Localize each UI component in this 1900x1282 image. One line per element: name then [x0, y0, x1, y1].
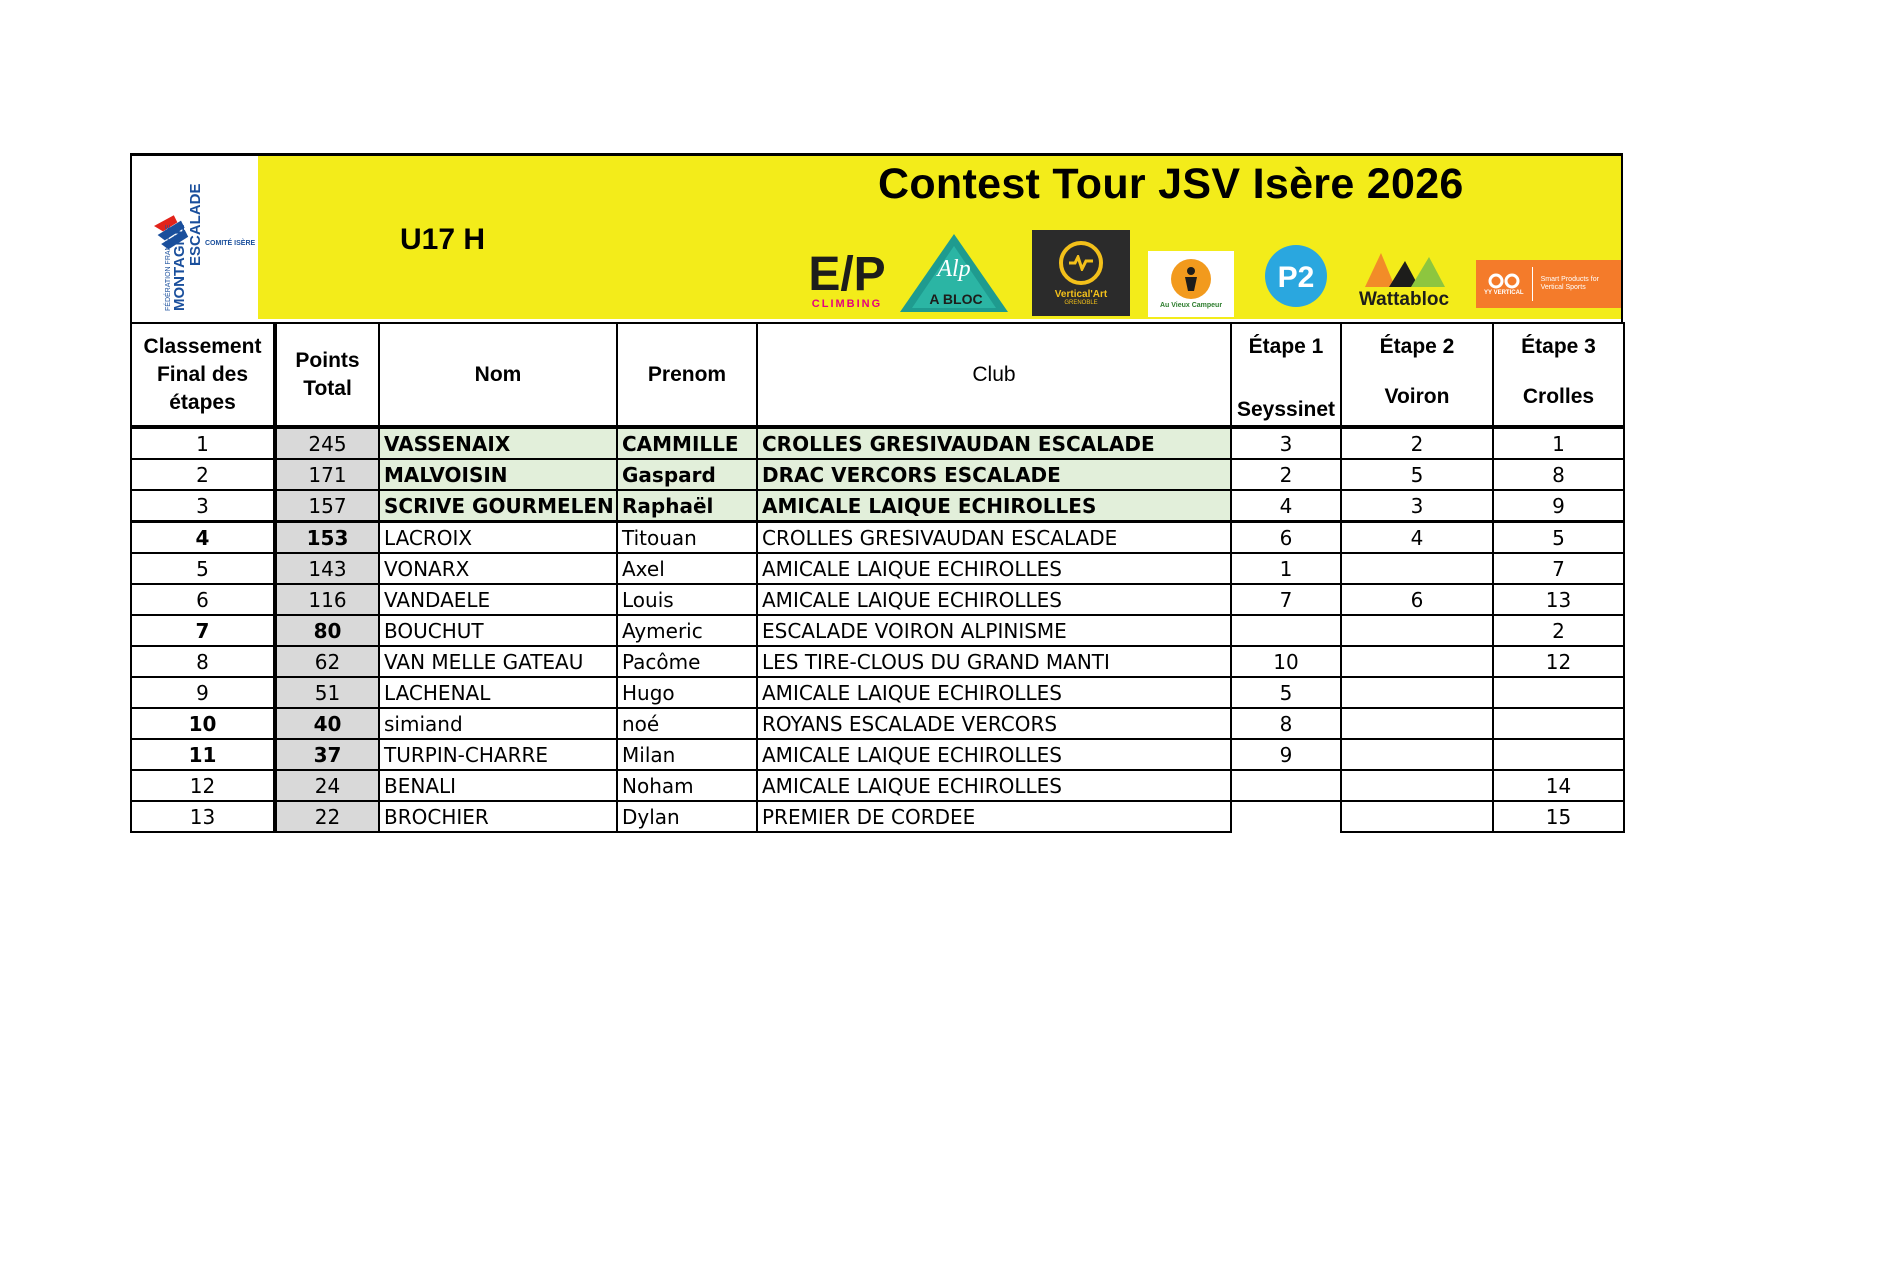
table-row	[131, 584, 1624, 615]
etape2-cell	[1341, 553, 1493, 584]
rank-cell: 6	[131, 584, 275, 615]
page-title: Contest Tour JSV Isère 2026	[878, 160, 1464, 208]
etape2-cell: 6	[1341, 584, 1493, 615]
etape1-cell: 5	[1231, 677, 1341, 708]
p2-logo	[1258, 241, 1334, 311]
etape2-cell: 3	[1341, 490, 1493, 522]
club-cell: AMICALE LAIQUE ECHIROLLES	[757, 770, 1231, 801]
etape3-cell: 12	[1493, 646, 1624, 677]
header-banner	[258, 156, 1621, 319]
table-row	[131, 615, 1624, 646]
col-etape2-header	[1341, 323, 1493, 427]
alp-a-bloc-logo	[896, 232, 1012, 316]
club-cell: DRAC VERCORS ESCALADE	[757, 459, 1231, 490]
etape3-cell: 8	[1493, 459, 1624, 490]
prenom-cell: CAMMILLE	[617, 427, 757, 459]
club-cell: AMICALE LAIQUE ECHIROLLES	[757, 739, 1231, 770]
table-row	[131, 770, 1624, 801]
vertical-art-icon	[1059, 241, 1103, 285]
yy-vertical-icon	[1484, 272, 1524, 296]
rank-cell: 10	[131, 708, 275, 739]
table-row	[131, 708, 1624, 739]
category-label: U17 H	[400, 223, 486, 256]
club-cell: LES TIRE-CLOUS DU GRAND MANTI	[757, 646, 1231, 677]
prenom-cell: Axel	[617, 553, 757, 584]
au-vieux-campeur-logo	[1148, 251, 1234, 317]
etape1-cell: 9	[1231, 739, 1341, 770]
points-cell: 153	[275, 522, 379, 554]
sheet-header	[130, 153, 1623, 322]
points-cell: 171	[275, 459, 379, 490]
nom-cell: MALVOISIN	[379, 459, 617, 490]
ffme-fed-text: FÉDÉRATION FRANÇAISE	[165, 224, 172, 311]
col-nom-header: Nom	[379, 323, 617, 427]
prenom-cell: Aymeric	[617, 615, 757, 646]
col-etape1-header	[1231, 323, 1341, 427]
nom-cell: VASSENAIX	[379, 427, 617, 459]
yy-vertical-logo	[1476, 260, 1621, 308]
etape3-cell: 1	[1493, 427, 1624, 459]
etape2-cell	[1341, 677, 1493, 708]
etape1-cell: 7	[1231, 584, 1341, 615]
results-table	[130, 322, 1625, 833]
club-cell: CROLLES GRESIVAUDAN ESCALADE	[757, 522, 1231, 554]
ffme-logo	[132, 156, 258, 319]
etape2-cell: 4	[1341, 522, 1493, 554]
points-cell: 62	[275, 646, 379, 677]
prenom-cell: Noham	[617, 770, 757, 801]
rank-cell: 8	[131, 646, 275, 677]
etape1-cell: 10	[1231, 646, 1341, 677]
club-cell: AMICALE LAIQUE ECHIROLLES	[757, 677, 1231, 708]
rank-cell: 7	[131, 615, 275, 646]
prenom-cell: noé	[617, 708, 757, 739]
prenom-cell: Raphaël	[617, 490, 757, 522]
etape1-cell	[1231, 770, 1341, 801]
vertical-art-text: Vertical'Art	[1054, 288, 1108, 300]
etape3-cell: 14	[1493, 770, 1624, 801]
etape3-cell: 7	[1493, 553, 1624, 584]
points-cell: 80	[275, 615, 379, 646]
etape1-cell: 2	[1231, 459, 1341, 490]
etape2-cell	[1341, 646, 1493, 677]
col-club-header: Club	[757, 323, 1231, 427]
club-cell: AMICALE LAIQUE ECHIROLLES	[757, 584, 1231, 615]
etape3-cell	[1493, 739, 1624, 770]
etape3-cell	[1493, 708, 1624, 739]
results-sheet	[130, 153, 1623, 833]
nom-cell: VANDAELE	[379, 584, 617, 615]
etape3-cell: 9	[1493, 490, 1624, 522]
etape2-label: Étape 2	[1379, 334, 1455, 358]
nom-cell: LACHENAL	[379, 677, 617, 708]
points-cell: 157	[275, 490, 379, 522]
rank-cell: 1	[131, 427, 275, 459]
etape2-cell	[1341, 615, 1493, 646]
p2-text: P2	[1277, 261, 1315, 294]
etape3-cell	[1493, 677, 1624, 708]
prenom-cell: Gaspard	[617, 459, 757, 490]
etape2-cell: 2	[1341, 427, 1493, 459]
nom-cell: VAN MELLE GATEAU	[379, 646, 617, 677]
rank-cell: 3	[131, 490, 275, 522]
nom-cell: BENALI	[379, 770, 617, 801]
etape1-cell	[1231, 801, 1341, 832]
wattabloc-text: Wattabloc	[1358, 289, 1450, 310]
table-row	[131, 459, 1624, 490]
col-rank-header: Classement Final des étapes	[131, 323, 275, 427]
nom-cell: BROCHIER	[379, 801, 617, 832]
table-row	[131, 677, 1624, 708]
nom-cell: TURPIN-CHARRE	[379, 739, 617, 770]
etape2-cell	[1341, 708, 1493, 739]
ffme-logo-graphic	[132, 156, 258, 319]
vertical-art-logo	[1032, 230, 1130, 316]
table-row	[131, 522, 1624, 554]
club-cell: ESCALADE VOIRON ALPINISME	[757, 615, 1231, 646]
table-row	[131, 739, 1624, 770]
etape1-cell: 1	[1231, 553, 1341, 584]
rank-cell: 4	[131, 522, 275, 554]
club-cell: CROLLES GRESIVAUDAN ESCALADE	[757, 427, 1231, 459]
etape1-place: Seyssinet	[1236, 397, 1336, 421]
rank-cell: 13	[131, 801, 275, 832]
ep-logo-text: E/P	[808, 248, 886, 301]
rank-cell: 11	[131, 739, 275, 770]
campeur-text: Au Vieux Campeur	[1159, 302, 1223, 309]
etape3-place: Crolles	[1522, 384, 1595, 408]
yy-vertical-text: YY VERTICAL	[1484, 290, 1524, 296]
etape1-label: Étape 1	[1248, 334, 1324, 358]
etape2-place: Voiron	[1384, 384, 1450, 408]
etape1-cell: 3	[1231, 427, 1341, 459]
nom-cell: LACROIX	[379, 522, 617, 554]
col-points-header: Points Total	[275, 323, 379, 427]
vertical-art-sub: GRENOBLE	[1064, 299, 1098, 306]
prenom-cell: Pacôme	[617, 646, 757, 677]
ffme-escalade-text: ESCALADE	[187, 183, 204, 266]
points-cell: 116	[275, 584, 379, 615]
table-row	[131, 490, 1624, 522]
etape1-cell: 6	[1231, 522, 1341, 554]
nom-cell: BOUCHUT	[379, 615, 617, 646]
alp-sub-text: A BLOC	[929, 291, 983, 307]
table-row	[131, 553, 1624, 584]
etape2-cell	[1341, 801, 1493, 832]
etape1-cell: 8	[1231, 708, 1341, 739]
prenom-cell: Titouan	[617, 522, 757, 554]
ffme-comite-text: COMITÉ ISÈRE	[205, 240, 256, 247]
nom-cell: SCRIVE GOURMELEN	[379, 490, 617, 522]
col-etape3-header	[1493, 323, 1624, 427]
etape2-cell	[1341, 739, 1493, 770]
nom-cell: VONARX	[379, 553, 617, 584]
etape1-cell	[1231, 615, 1341, 646]
etape3-cell: 5	[1493, 522, 1624, 554]
points-cell: 37	[275, 739, 379, 770]
rank-cell: 5	[131, 553, 275, 584]
club-cell: AMICALE LAIQUE ECHIROLLES	[757, 553, 1231, 584]
prenom-cell: Dylan	[617, 801, 757, 832]
points-cell: 40	[275, 708, 379, 739]
etape3-label: Étape 3	[1521, 334, 1596, 358]
ffme-montagne-text: MONTAGNE	[171, 224, 188, 311]
points-cell: 143	[275, 553, 379, 584]
table-row	[131, 427, 1624, 459]
etape1-cell: 4	[1231, 490, 1341, 522]
prenom-cell: Louis	[617, 584, 757, 615]
yy-vertical-sub: Smart Products for Vertical Sports	[1540, 276, 1599, 291]
table-row	[131, 801, 1624, 832]
points-cell: 24	[275, 770, 379, 801]
etape3-cell: 15	[1493, 801, 1624, 832]
club-cell: AMICALE LAIQUE ECHIROLLES	[757, 490, 1231, 522]
ep-climbing-logo	[801, 248, 893, 314]
rank-cell: 2	[131, 459, 275, 490]
club-cell: ROYANS ESCALADE VERCORS	[757, 708, 1231, 739]
ep-logo-sub: CLIMBING	[811, 298, 883, 310]
etape2-cell	[1341, 770, 1493, 801]
wattabloc-icon	[1359, 249, 1449, 289]
campeur-icon	[1171, 259, 1211, 299]
alp-text: Alp	[937, 256, 971, 282]
nom-cell: simiand	[379, 708, 617, 739]
points-cell: 245	[275, 427, 379, 459]
wattabloc-logo	[1352, 244, 1456, 316]
prenom-cell: Milan	[617, 739, 757, 770]
rank-cell: 9	[131, 677, 275, 708]
etape3-cell: 2	[1493, 615, 1624, 646]
table-row	[131, 646, 1624, 677]
prenom-cell: Hugo	[617, 677, 757, 708]
col-prenom-header: Prenom	[617, 323, 757, 427]
etape3-cell: 13	[1493, 584, 1624, 615]
club-cell: PREMIER DE CORDEE	[757, 801, 1231, 832]
etape2-cell: 5	[1341, 459, 1493, 490]
points-cell: 22	[275, 801, 379, 832]
points-cell: 51	[275, 677, 379, 708]
rank-cell: 12	[131, 770, 275, 801]
